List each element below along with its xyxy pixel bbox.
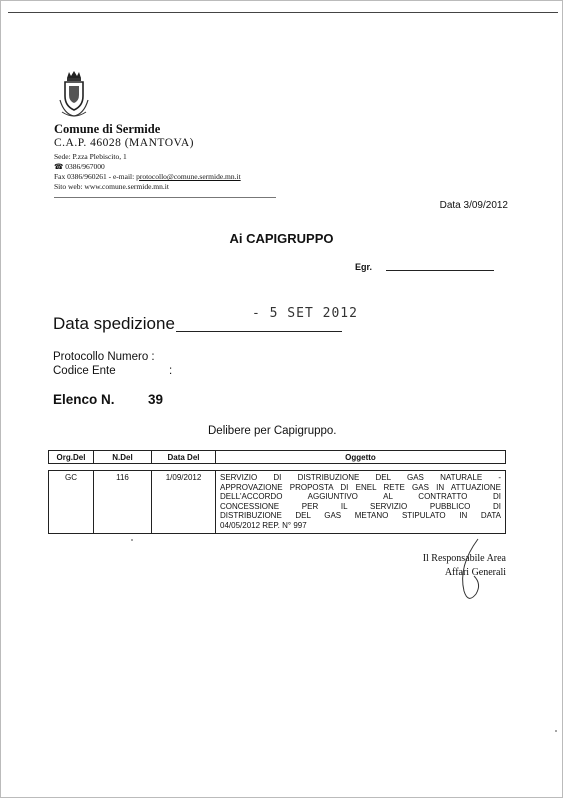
cell-date: 1/09/2012 <box>152 471 216 534</box>
oggetto-line: DISTRIBUZIONE DEL GAS METANO STIPULATO IN DATA <box>220 511 501 521</box>
org-fax-row <box>54 172 241 182</box>
cell-oggetto <box>216 471 506 534</box>
scan-speck <box>131 539 133 541</box>
oggetto-line: APPROVAZIONE PROPOSTA DI ENEL RETE GAS IN ATTUAZIONE <box>220 482 501 492</box>
page-title: Ai CAPIGRUPPO <box>229 231 334 246</box>
codice-colon: : <box>169 365 173 377</box>
org-website: Sito web: www.comune.sermide.mn.it <box>54 182 169 191</box>
egr-label: Egr. <box>355 262 373 272</box>
elenco-number: 39 <box>148 392 164 407</box>
header-n-del: N.Del <box>94 451 152 464</box>
spedizione-label: Data spedizione <box>53 314 175 333</box>
egr-blank-line <box>386 270 494 271</box>
org-fax: Fax 0386/960261 - e-mail: <box>54 172 137 181</box>
org-phone: 0386/967000 <box>65 162 105 171</box>
oggetto-line: 04/05/2012 REP. N° 997 <box>220 520 307 530</box>
org-address: Sede: P.zza Plebiscito, 1 <box>54 152 127 161</box>
delibere-subtitle: Delibere per Capigruppo. <box>208 425 337 437</box>
org-phone-row <box>54 162 105 172</box>
delibere-table <box>48 450 506 534</box>
elenco-label: Elenco N. <box>53 392 115 407</box>
letterhead-divider <box>54 197 276 198</box>
codice-label: Codice Ente <box>53 365 116 377</box>
org-name: Comune di Sermide <box>54 122 161 136</box>
signatory-title: Il Responsabile Area <box>422 553 506 564</box>
coat-of-arms-icon <box>58 70 90 120</box>
table-header-row <box>49 451 506 464</box>
cell-num: 116 <box>94 471 152 534</box>
header-oggetto: Oggetto <box>216 451 506 464</box>
header-org-del: Org.Del <box>49 451 94 464</box>
phone-icon: ☎ <box>54 162 64 171</box>
spedizione-stamp: - 5 SET 2012 <box>252 306 358 321</box>
protocollo-label: Protocollo Numero : <box>53 351 155 363</box>
spedizione-blank-line <box>176 331 342 332</box>
header-data-del: Data Del <box>152 451 216 464</box>
document-date: Data 3/09/2012 <box>439 200 508 211</box>
scan-speck <box>555 730 557 732</box>
signatory-department: Affari Generali <box>444 567 506 578</box>
top-rule <box>8 12 558 13</box>
table-row <box>49 471 506 534</box>
handwritten-signature <box>448 536 498 606</box>
oggetto-line: SERVIZIO DI DISTRIBUZIONE DEL GAS NATURALE - <box>220 473 501 482</box>
cell-org: GC <box>49 471 94 534</box>
oggetto-line: CONCESSIONE PER IL SERVIZIO PUBBLICO DI <box>220 501 501 511</box>
org-email-link[interactable]: protocollo@comune.sermide.mn.it <box>136 172 241 181</box>
org-cap: C.A.P. 46028 (MANTOVA) <box>54 137 194 149</box>
oggetto-line: DELL'ACCORDO AGGIUNTIVO AL CONTRATTO DI <box>220 492 501 502</box>
